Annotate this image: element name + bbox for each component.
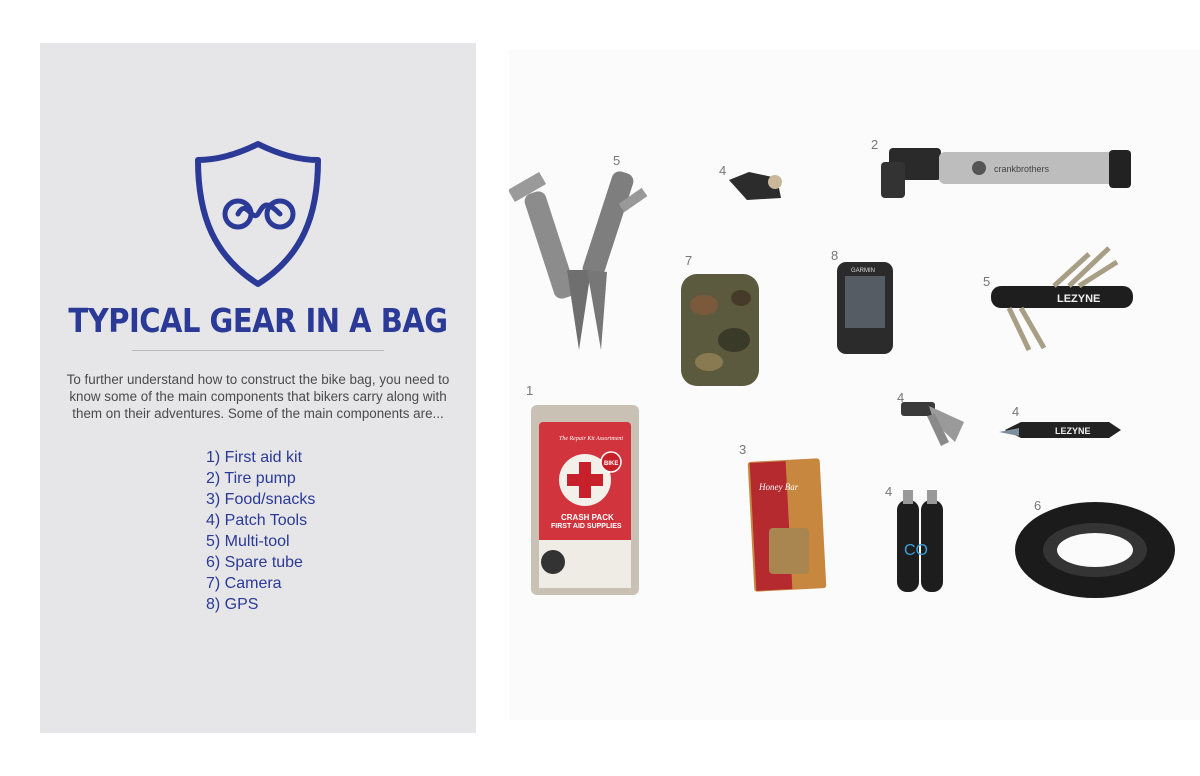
levers-brand-label: LEZYNE [1055, 426, 1091, 436]
number-label: 1 [526, 383, 534, 398]
info-panel [40, 43, 476, 733]
gear-list [206, 447, 315, 615]
gear-list-item: 6) Spare tube [206, 554, 303, 571]
multitool-icon [509, 169, 647, 350]
co2-label: CO [904, 542, 928, 559]
gear-photo [509, 50, 1200, 720]
first-aid-supplies-label: FIRST AID SUPPLIES [551, 523, 622, 530]
snack-brand-label: Honey Bar [759, 482, 799, 492]
number-label: 4 [719, 163, 727, 178]
number-label: 4 [885, 484, 893, 499]
gps-brand-label: GARMIN [851, 268, 875, 274]
tire-levers-icon [999, 422, 1121, 438]
shield-bike-logo-icon [194, 138, 322, 288]
number-label: 6 [1034, 498, 1042, 513]
valve-adapter-icon [901, 402, 964, 446]
lezyne-brand-label: LEZYNE [1057, 293, 1101, 305]
pump-brand-label: crankbrothers [994, 164, 1050, 174]
gear-photo-illustration [509, 50, 1200, 720]
gear-list-item: 7) Camera [206, 575, 282, 592]
number-label: 8 [831, 248, 839, 263]
gear-list-item: 5) Multi-tool [206, 533, 290, 550]
gear-list-item: 4) Patch Tools [206, 512, 308, 529]
crash-pack-top-label: The Repair Kit Assortment [559, 436, 624, 442]
title-divider [132, 350, 384, 351]
folding-multitool-icon [991, 248, 1133, 350]
number-label: 2 [871, 137, 879, 152]
gear-list-item: 2) Tire pump [206, 470, 296, 487]
number-label: 7 [685, 253, 693, 268]
intro-text: To further understand how to construct the bike bag, you need to know some of the main components that bikers carry along with them on their adventures. Some of the main components are... [66, 372, 450, 421]
gear-list-item: 8) GPS [206, 596, 259, 613]
gps-device-icon [837, 262, 893, 354]
camera-case-icon [681, 274, 759, 386]
number-label: 4 [897, 390, 905, 405]
gear-list-item: 1) First aid kit [206, 449, 303, 466]
spare-tube-icon [1015, 502, 1175, 598]
number-label: 5 [983, 274, 991, 289]
snack-bar-icon [748, 458, 827, 592]
bike-badge-label: BIKE [604, 461, 619, 467]
first-aid-kit-icon [531, 405, 639, 595]
page-title: TYPICAL GEAR IN A BAG [68, 301, 448, 341]
number-label: 4 [1012, 404, 1020, 419]
hanger-icon [729, 172, 782, 200]
number-label: 5 [613, 153, 621, 168]
tire-pump-icon [881, 148, 1131, 198]
number-label: 3 [739, 442, 747, 457]
co2-cartridges-icon [897, 490, 943, 592]
crash-pack-label: CRASH PACK [561, 513, 614, 522]
gear-list-item: 3) Food/snacks [206, 491, 316, 508]
